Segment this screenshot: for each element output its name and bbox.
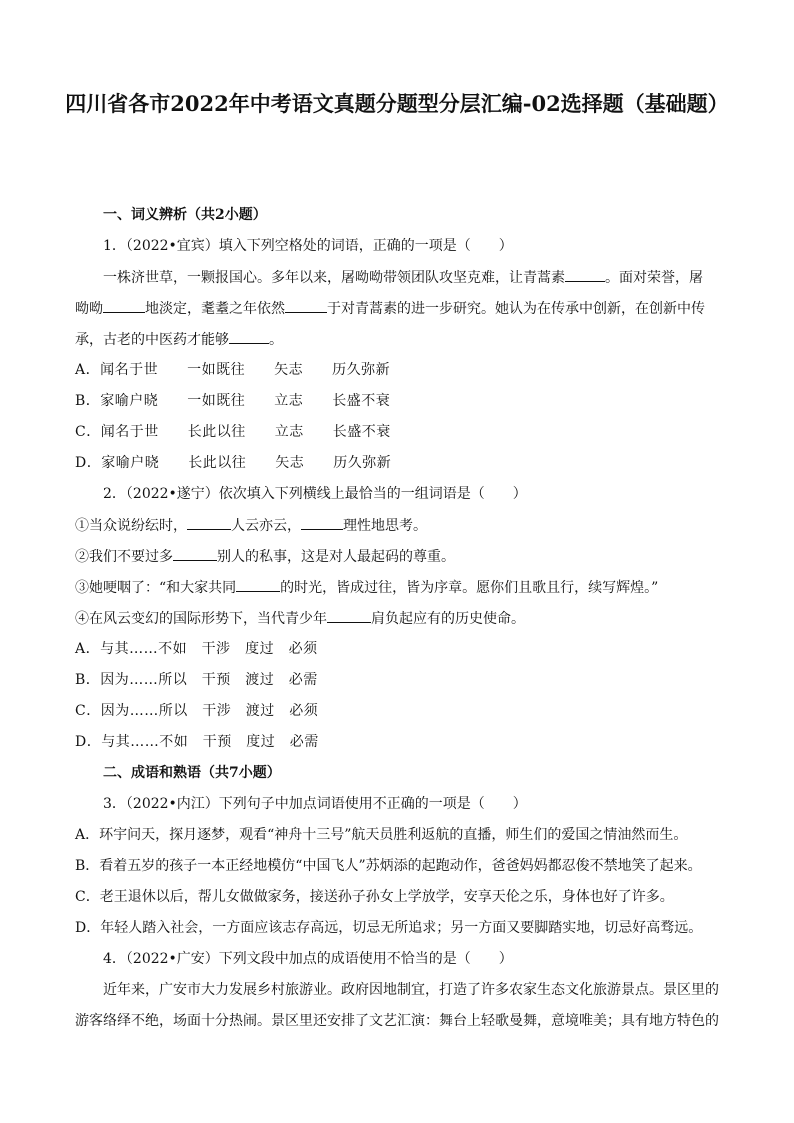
question-2-item-2 [75,546,455,567]
question-2-option-a: A．与其……不如 干涉 度过 必须 [75,641,318,657]
fill-blank [103,298,145,313]
question-2-option-d: D．与其……不如 干预 度过 必需 [75,734,319,750]
fill-blank [285,298,327,313]
question-4-passage-line-1: 近年来，广安市大力发展乡村旅游业。政府因地制宜，打造了许多农家生态文化旅游景点。景区里的 [103,982,719,998]
item-text: 肩负起应有的历史使命。 [371,611,525,627]
question-2-item-1 [75,515,427,536]
question-2-item-4 [75,608,525,629]
question-1-passage-line-1 [103,267,703,288]
question-1-stem: 1．（2022•宜宾）填入下列空格处的词语，正确的一项是（ ） [103,238,513,254]
passage-text: 。 [269,332,283,348]
item-text: ②我们不要过多 [75,549,173,565]
passage-text: 地淡定，耄耋之年依然 [145,301,285,317]
question-3-stem: 3．（2022•内江）下列句子中加点词语使用不正确的一项是（ ） [103,796,527,812]
item-text: 的时光，皆成过往，皆为序章。愿你们且歌且行，续写辉煌。” [280,580,659,596]
fill-blank [301,515,343,530]
question-4-passage-line-2: 游客络绎不绝，场面十分热闹。景区里还安排了文艺汇演：舞台上轻歌曼舞，意境唯美；具有地方特色的 [75,1013,719,1029]
passage-text: 呦呦 [75,301,103,317]
passage-text: 。面对荣誉，屠 [605,270,703,286]
question-3-option-c: C．老王退休以后，帮儿女做做家务，接送孙子孙女上学放学，安享天伦之乐，身体也好了许多。 [75,889,674,905]
fill-blank [327,608,371,623]
question-2-stem: 2．（2022•遂宁）依次填入下列横线上最恰当的一组词语是（ ） [103,486,527,502]
section-heading-1: 一、词义辨析（共2小题） [103,207,267,223]
fill-blank [187,515,231,530]
fill-blank [229,329,269,344]
question-1-option-b: B．家喻户晓 一如既往 立志 长盛不衰 [75,393,391,409]
question-3-option-d: D．年轻人踏入社会，一方面应该志存高远，切忌无所追求；另一方面又要脚踏实地，切忌好高骛远。 [75,920,703,936]
item-text: 理性地思考。 [343,518,427,534]
question-4-stem: 4．（2022•广安）下列文段中加点的成语使用不恰当的是（ ） [103,951,513,967]
question-1-option-d: D．家喻户晓 长此以往 矢志 历久弥新 [75,455,392,471]
item-text: 别人的私事，这是对人最起码的尊重。 [217,549,455,565]
question-1-passage-line-2 [75,298,705,319]
question-1-passage-line-3 [75,329,283,350]
question-2-item-3 [75,577,658,598]
question-1-option-c: C．闻名于世 长此以往 立志 长盛不衰 [75,424,391,440]
question-1-option-a: A．闻名于世 一如既往 矢志 历久弥新 [75,362,391,378]
item-text: 人云亦云， [231,518,301,534]
passage-text: 承，古老的中医药才能够 [75,332,229,348]
question-2-option-b: B．因为……所以 干预 渡过 必需 [75,672,318,688]
fill-blank [173,546,217,561]
question-2-option-c: C．因为……所以 干涉 渡过 必须 [75,703,319,719]
question-3-option-a: A．环宇问天，探月逐梦，观看“神舟十三号”航天员胜利返航的直播，师生们的爱国之情油然而生。 [75,827,688,843]
item-text: ①当众说纷纭时， [75,518,187,534]
section-heading-2: 二、成语和熟语（共7小题） [103,765,281,781]
fill-blank [565,267,605,282]
question-3-option-b: B．看着五岁的孩子一本正经地模仿“中国飞人”苏炳添的起跑动作，爸爸妈妈都忍俊不禁地笑了起来。 [75,858,702,874]
fill-blank [236,577,280,592]
passage-text: 一株济世草，一颗报国心。多年以来，屠呦呦带领团队攻坚克难，让青蒿素 [103,270,565,286]
page-title: 四川省各市2022年中考语文真题分题型分层汇编-02选择题（基础题） [65,91,729,116]
item-text: ③她哽咽了：“和大家共同 [75,580,237,596]
item-text: ④在风云变幻的国际形势下，当代青少年 [75,611,327,627]
passage-text: 于对青蒿素的进一步研究。她认为在传承中创新，在创新中传 [327,301,705,317]
